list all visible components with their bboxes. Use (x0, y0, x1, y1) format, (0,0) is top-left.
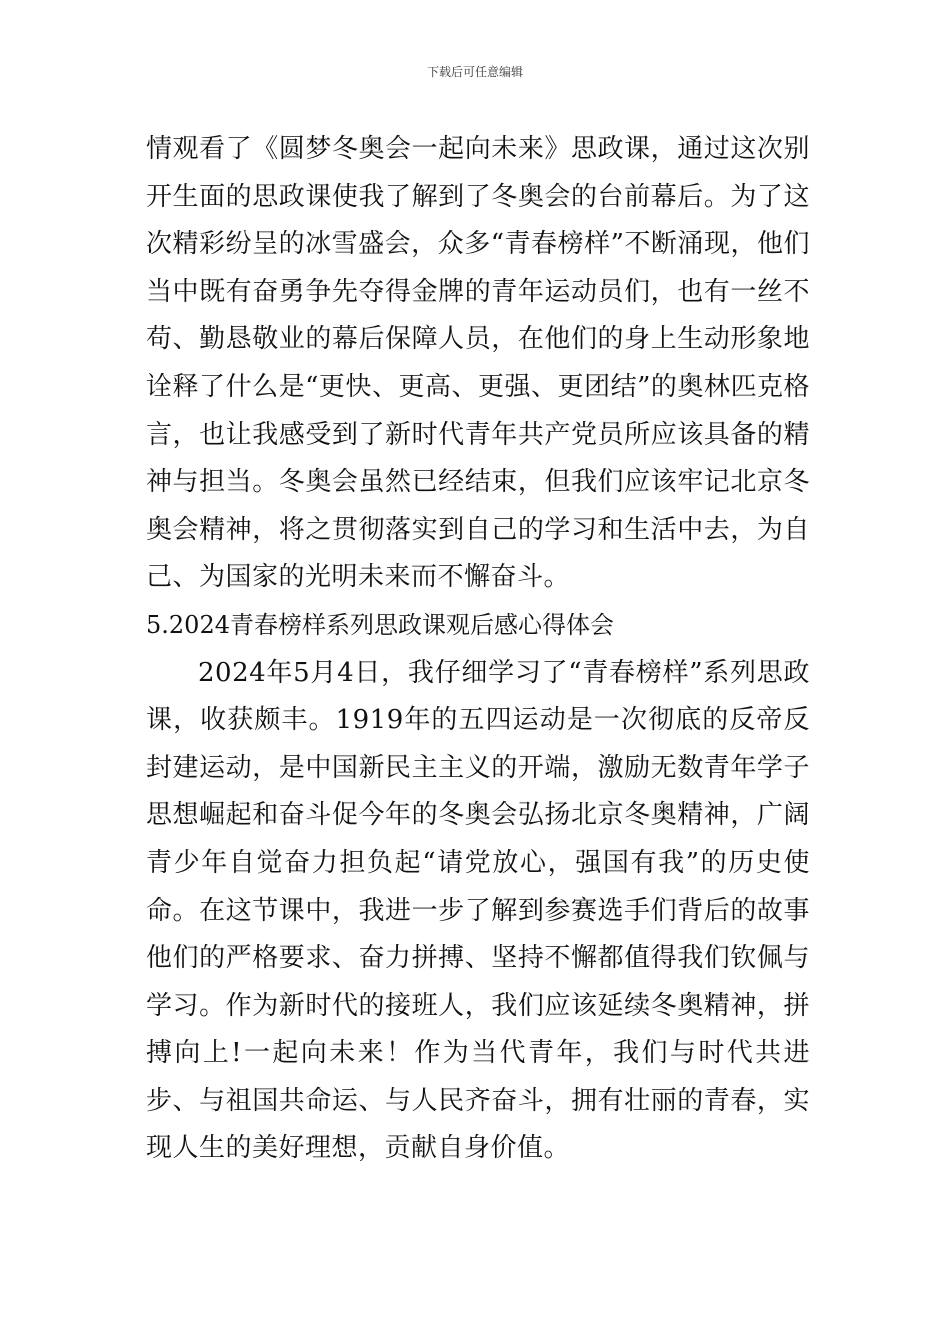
page-header: 下载后可任意编辑 (426, 65, 523, 79)
section-heading: 5.2024青春榜样系列思政课观后感心得体会 (146, 610, 614, 639)
body-paragraph-2: 2024年5月4日，我仔细学习了“青春榜样”系列思政课，收获颇丰。1919年的五四运动是一次彻底的反帝反封建运动，是中国新民主主义的开端，激励无数青年学子思想崛起和奋斗促今年的冬奥会弘扬北京冬奥精神，广阔青少年自觉奋力担负起“请党放心，强国有我”的历史使命。在这节课中，我进一步了解到参赛选手们背后的故事他们的严格要求、奋力拼搏、坚持不懈都值得我们钦佩与学习。作为新时代的接班人，我们应该延续冬奥精神，拼搏向上!一起向未来！作为当代青年，我们与时代共进步、与祖国共命运、与人民齐奋斗，拥有壮丽的青春，实现人生的美好理想，贡献自身价值。 (146, 657, 810, 1164)
body-paragraph-1: 情观看了《圆梦冬奥会一起向未来》思政课，通过这次别开生面的思政课使我了解到了冬奥会的台前幕后。为了这次精彩纷呈的冰雪盛会，众多“青春榜样”不断涌现，他们当中既有奋勇争先夺得金牌的青年运动员们，也有一丝不苟、勤恳敬业的幕后保障人员，在他们的身上生动形象地诠释了什么是“更快、更高、更强、更团结”的奥林匹克格言，也让我感受到了新时代青年共产党员所应该具备的精神与担当。冬奥会虽然已经结束，但我们应该牢记北京冬奥会精神，将之贯彻落实到自己的学习和生活中去，为自己、为国家的光明未来而不懈奋斗。 (146, 134, 810, 593)
document-body (146, 126, 810, 1173)
